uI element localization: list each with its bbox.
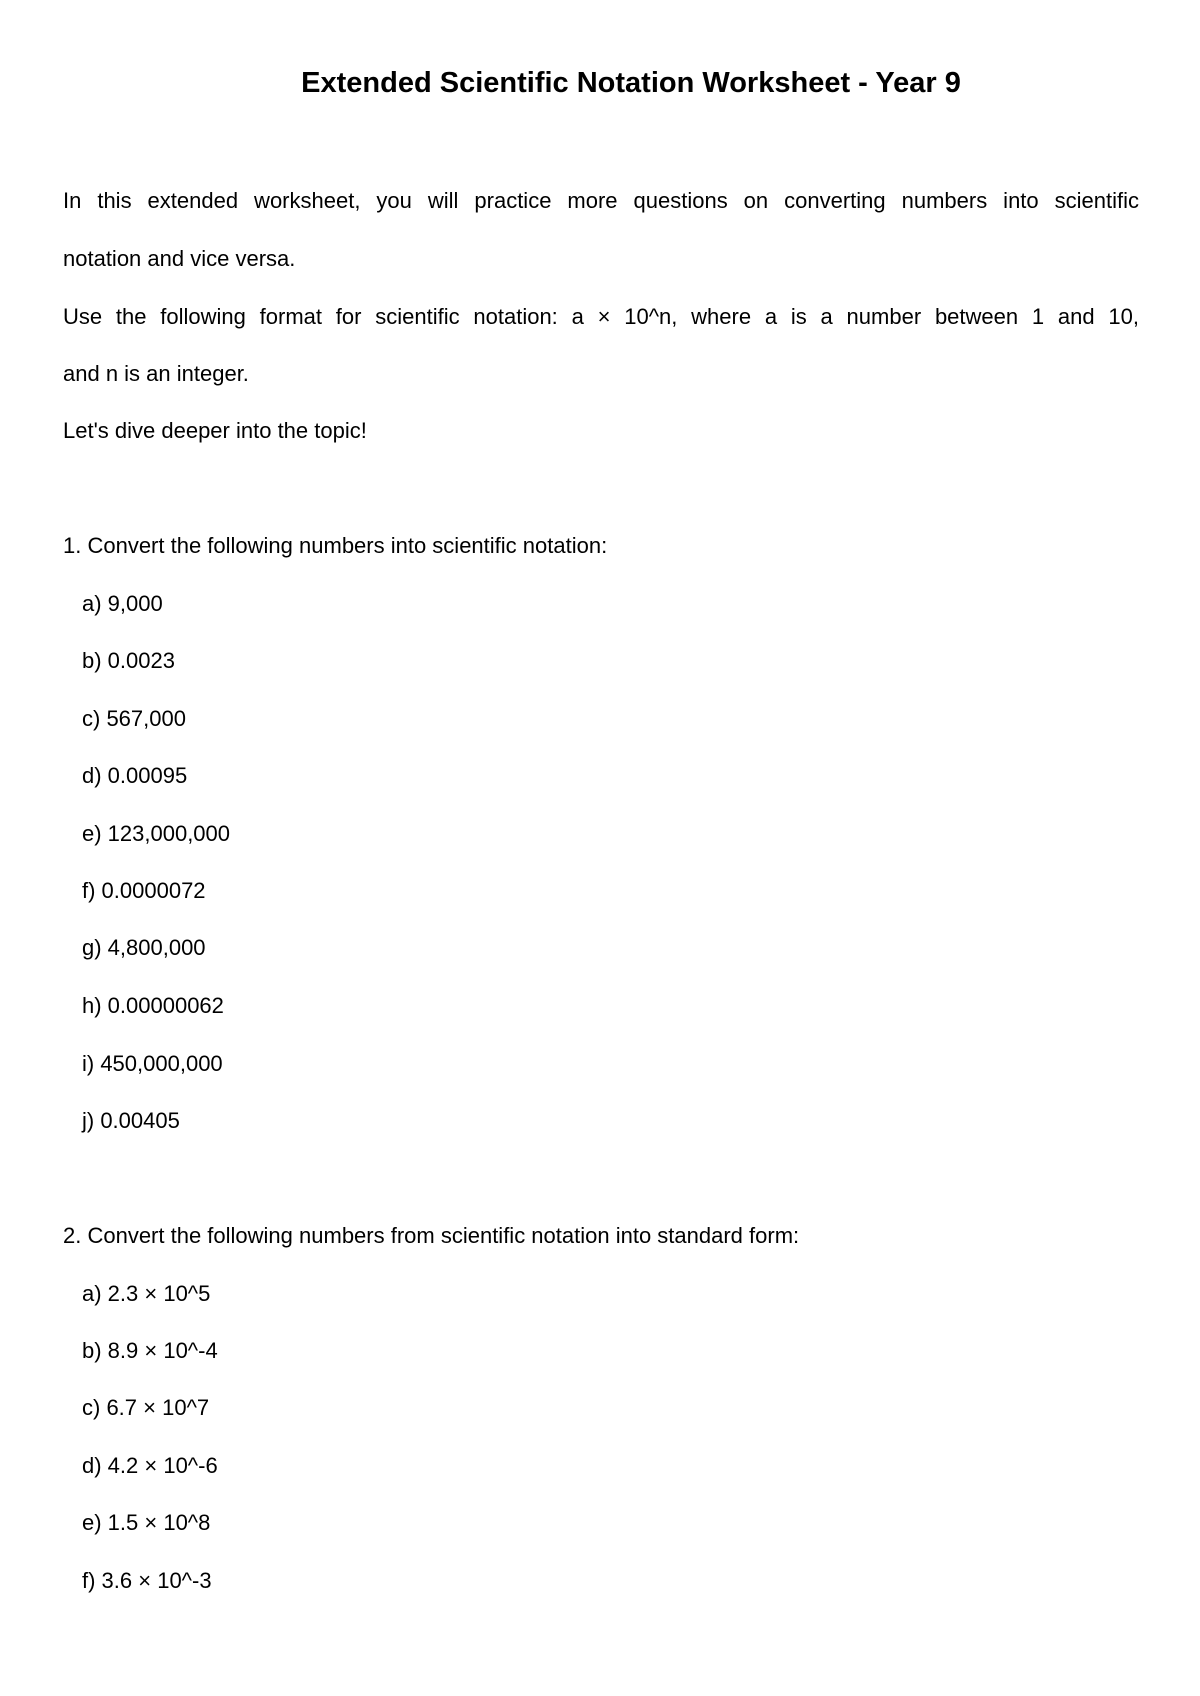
section-1-item: b) 0.0023 — [82, 648, 175, 673]
section-2-item: b) 8.9 × 10^-4 — [82, 1338, 218, 1363]
section-2-heading: 2. Convert the following numbers from scientific notation into standard form: — [63, 1223, 800, 1248]
intro-line-1: In this extended worksheet, you will practice more questions on converting numbers into scientific — [63, 188, 1139, 213]
section-1-item: g) 4,800,000 — [82, 935, 206, 960]
section-2-item: f) 3.6 × 10^-3 — [82, 1568, 212, 1593]
section-1-item: i) 450,000,000 — [82, 1051, 223, 1076]
intro-line-2: notation and vice versa. — [63, 246, 296, 271]
section-2-item: d) 4.2 × 10^-6 — [82, 1453, 218, 1478]
section-1-item: e) 123,000,000 — [82, 821, 231, 846]
intro-line-5: Let's dive deeper into the topic! — [63, 418, 367, 443]
section-1-item: h) 0.00000062 — [82, 993, 224, 1018]
section-2-item: a) 2.3 × 10^5 — [82, 1281, 211, 1306]
section-1-item: j) 0.00405 — [82, 1108, 180, 1133]
page-title: Extended Scientific Notation Worksheet - Year 9 — [301, 67, 961, 99]
section-1-item: f) 0.0000072 — [82, 878, 206, 903]
section-1-item: c) 567,000 — [82, 706, 186, 731]
section-1-item: a) 9,000 — [82, 591, 163, 616]
section-1-heading: 1. Convert the following numbers into scientific notation: — [63, 533, 608, 558]
intro-line-4: and n is an integer. — [63, 361, 249, 386]
section-2-item: e) 1.5 × 10^8 — [82, 1510, 211, 1535]
section-2-item: c) 6.7 × 10^7 — [82, 1395, 210, 1420]
intro-line-3: Use the following format for scientific notation: a × 10^n, where a is a number between 1 and 10, — [63, 304, 1139, 329]
section-1-item: d) 0.00095 — [82, 763, 188, 788]
